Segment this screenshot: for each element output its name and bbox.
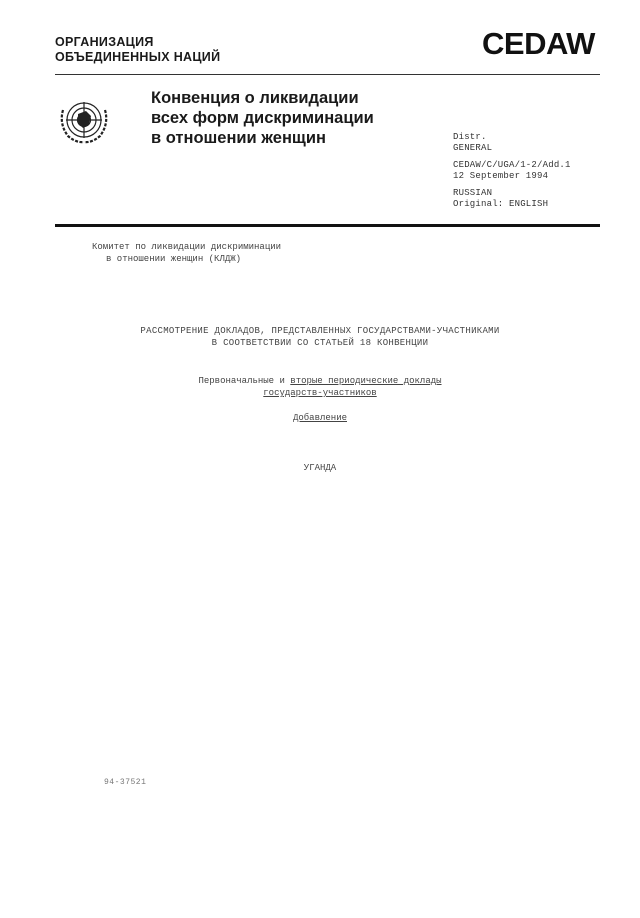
document-title [151,88,374,148]
subtitle-prefix: Первоначальные и [198,376,291,386]
heading-line-2: В СООТВЕТСТВИИ СО СТАТЬЕЙ 18 КОНВЕНЦИИ [211,338,429,348]
document-language: RUSSIAN [453,188,493,198]
committee-name [92,241,281,265]
document-date: 12 September 1994 [453,171,549,181]
title-line-2: всех форм дискриминации [151,109,374,127]
title-line-3: в отношении женщин [151,129,326,147]
title-line-1: Конвенция о ликвидации [151,89,359,107]
committee-line-2: в отношении женщин (КЛДЖ) [106,254,242,264]
distribution-type: GENERAL [453,143,493,153]
un-emblem-icon [56,96,112,148]
subtitle-line-2: государств-участников [263,388,377,398]
document-symbol: CEDAW/C/UGA/1-2/Add.1 [453,160,571,170]
committee-line-1: Комитет по ликвидации дискриминации [92,242,282,252]
report-subtitle [0,375,640,399]
organization-line-1: ОРГАНИЗАЦИЯ [55,35,154,49]
cedaw-logo: CEDAW [482,26,595,61]
original-language: Original: ENGLISH [453,199,549,209]
distribution-label: Distr. [453,132,487,142]
country-name: УГАНДА [303,463,337,473]
document-metadata [453,132,571,210]
organization-line-2: ОБЪЕДИНЕННЫХ НАЦИЙ [55,50,221,64]
header-bottom-rule [55,224,600,227]
section-heading [0,325,640,349]
addendum-label: Добавление [292,413,347,423]
organization-name [55,35,220,65]
heading-line-1: РАССМОТРЕНИЕ ДОКЛАДОВ, ПРЕДСТАВЛЕННЫХ ГОСУДАРСТВАМИ-УЧАСТНИКАМИ [140,326,500,336]
header-divider [55,74,600,75]
subtitle-underlined: вторые периодические доклады [290,376,442,386]
document-code: 94-37521 [104,778,147,787]
